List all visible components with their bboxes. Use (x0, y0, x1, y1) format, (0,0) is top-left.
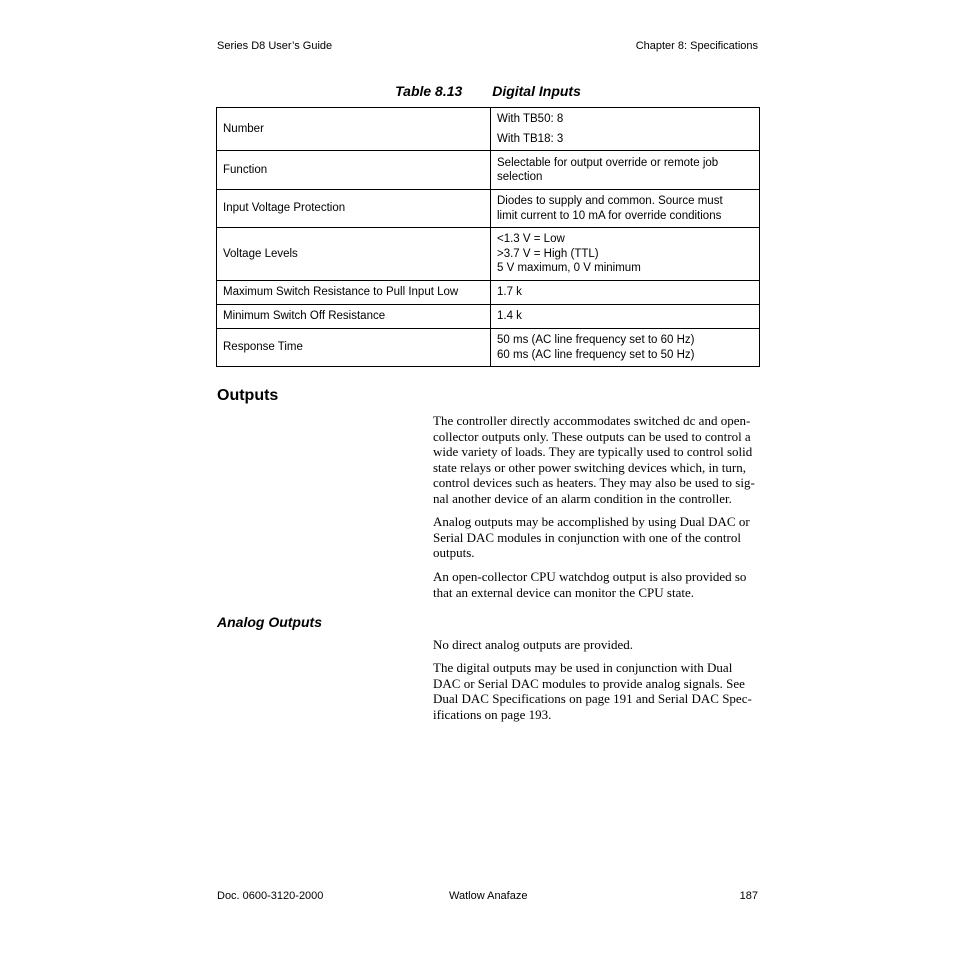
digital-inputs-table (216, 107, 760, 367)
row-label: Maximum Switch Resistance to Pull Input Low (217, 281, 491, 305)
row-value (491, 228, 760, 281)
value-line: 60 ms (AC line frequency set to 50 Hz) (497, 348, 695, 361)
outputs-body (433, 514, 763, 561)
paragraph (433, 660, 763, 722)
outputs-heading: Outputs (217, 387, 279, 404)
row-label: Input Voltage Protection (217, 190, 491, 228)
row-value (491, 281, 760, 305)
paragraph (433, 514, 763, 561)
text-line: An open-collector CPU watchdog output is also provided so (433, 569, 747, 584)
row-label: Minimum Switch Off Resistance (217, 305, 491, 329)
value-line: 50 ms (AC line frequency set to 60 Hz) (497, 334, 695, 346)
paragraph (433, 413, 763, 507)
text-line: Serial DAC modules in conjunction with one of the control (433, 529, 741, 545)
analog-outputs-body (433, 637, 763, 653)
row-label: Voltage Levels (217, 228, 491, 281)
text-line: collector outputs only. These outputs can be used to control a (433, 428, 751, 444)
text-line: nal another device of an alarm condition in the controller. (433, 490, 732, 506)
value-line: 5 V maximum, 0 V minimum (497, 262, 641, 275)
value-line: With TB50: 8 (497, 112, 564, 125)
table-row (217, 281, 760, 305)
value-line: Diodes to supply and common. Source must (497, 195, 723, 207)
footer-company: Watlow Anafaze (449, 890, 528, 902)
text-line: Dual DAC Specifications on page 191 and Serial DAC Spec- (433, 691, 752, 707)
text-line: DAC or Serial DAC modules to provide analog signals. See (433, 675, 745, 691)
table-row (217, 190, 760, 228)
row-value (491, 108, 760, 151)
running-header-right: Chapter 8: Specifications (635, 40, 758, 52)
table-row (217, 228, 760, 281)
row-value (491, 305, 760, 329)
page-number: 187 (739, 890, 758, 902)
row-value (491, 190, 760, 228)
text-line: Analog outputs may be accomplished by using Dual DAC or (433, 514, 750, 529)
text-line: state relays or other power switching devices which, in turn, (433, 459, 746, 475)
table-row (217, 329, 760, 367)
value-line: >3.7 V = High (TTL) (497, 247, 599, 260)
running-header-left: Series D8 User’s Guide (217, 40, 333, 52)
table-title: Digital Inputs (492, 83, 581, 99)
table-row (217, 151, 760, 190)
text-line: control devices such as heaters. They may also be used to sig- (433, 475, 755, 491)
value-line: limit current to 10 mA for override conditions (497, 209, 722, 222)
row-label: Number (217, 108, 491, 151)
paragraph (433, 569, 763, 600)
row-value (491, 329, 760, 367)
value-line: <1.3 V = Low (497, 233, 565, 246)
text-line: No direct analog outputs are provided. (433, 637, 633, 652)
outputs-body (433, 569, 763, 600)
value-line: 1.4 k (497, 310, 522, 323)
table-number: Table 8.13 (395, 83, 463, 99)
analog-outputs-heading: Analog Outputs (217, 614, 322, 630)
footer-doc-number: Doc. 0600-3120-2000 (217, 890, 324, 902)
text-line: wide variety of loads. They are typically used to control solid (433, 444, 753, 460)
value-line: With TB18: 3 (497, 133, 564, 145)
value-line: Selectable for output override or remote job (497, 156, 719, 169)
row-label: Response Time (217, 329, 491, 367)
text-line: outputs. (433, 545, 475, 561)
text-line: that an external device can monitor the CPU state. (433, 584, 694, 600)
value-line: 1.7 k (497, 286, 522, 299)
table-row (217, 108, 760, 151)
outputs-body (433, 413, 763, 507)
table-caption (217, 83, 759, 99)
text-line: ifications on page 193. (433, 706, 552, 722)
value-line: selection (497, 171, 543, 183)
text-line: The digital outputs may be used in conjunction with Dual (433, 660, 733, 675)
text-line: The controller directly accommodates switched dc and open- (433, 413, 751, 428)
row-value (491, 151, 760, 190)
analog-outputs-body (433, 660, 763, 722)
table-row (217, 305, 760, 329)
paragraph (433, 637, 763, 653)
row-label: Function (217, 151, 491, 190)
